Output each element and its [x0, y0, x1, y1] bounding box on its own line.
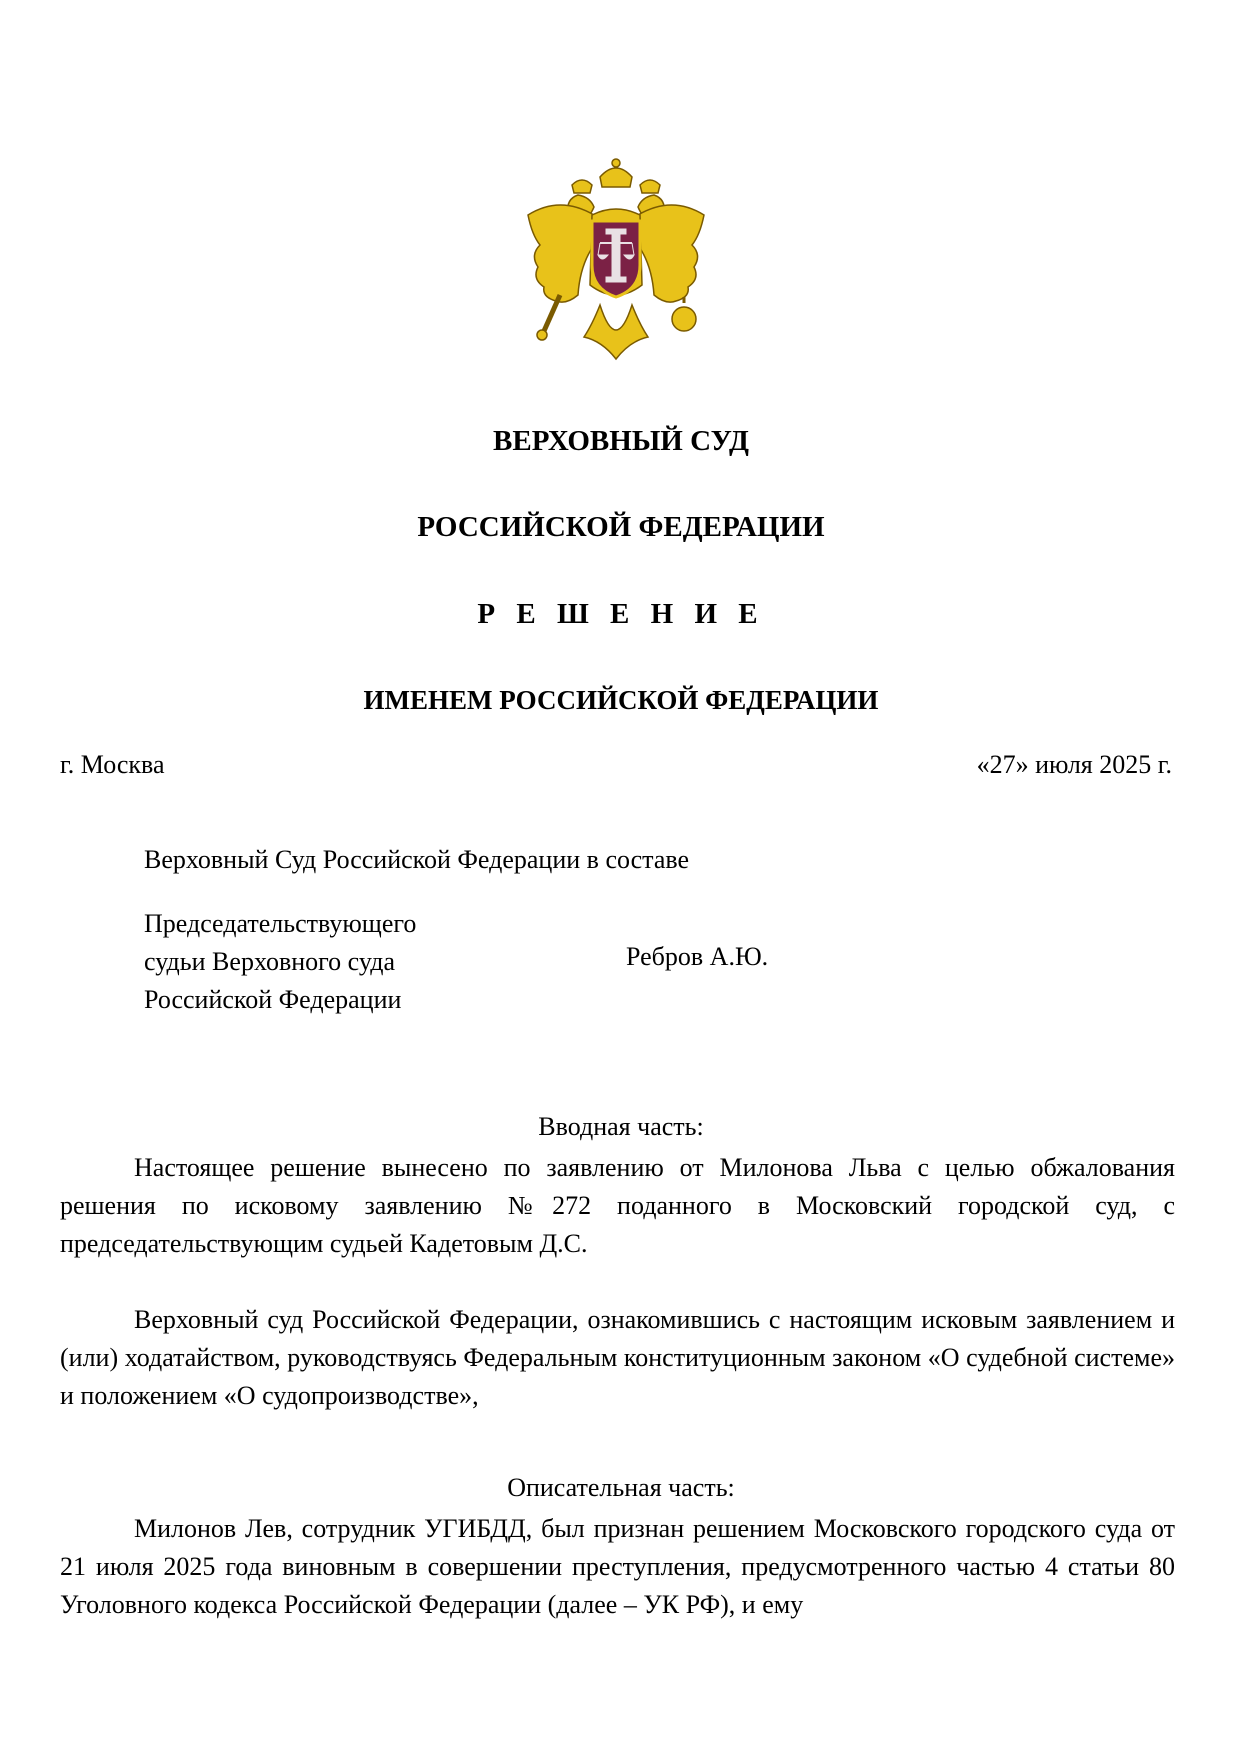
intro-section-heading: Вводная часть: [538, 1112, 704, 1141]
intro-paragraph: Настоящее решение вынесено по заявлению от Милонова Льва с целью обжалования решения по исковому заявлению №272 поданного в Московский городской суд, с председательствующим судьей Кадетовым Д.С. [60, 1153, 1175, 1258]
intro-paragraph: Верховный суд Российской Федерации, ознакомившись с настоящим исковым заявлением и (или) ходатайством, руководствуясь Федеральным конституционным законом «О судебной системе» и положением «О судопроизводстве», [60, 1305, 1175, 1410]
in-name-of-federation: ИМЕНЕМ РОССИЙСКОЙ ФЕДЕРАЦИИ [363, 685, 879, 715]
court-name-line1: ВЕРХОВНЫЙ СУД [493, 425, 749, 457]
decision-date: «27» июля 2025 г. [976, 750, 1172, 779]
judge-role [144, 905, 416, 1019]
double-headed-eagle-emblem-icon [520, 155, 712, 365]
document-type-title: Р Е Ш Е Н И Е [477, 598, 765, 630]
court-name-line2: РОССИЙСКОЙ ФЕДЕРАЦИИ [417, 511, 825, 543]
judge-name: Ребров А.Ю. [626, 942, 769, 971]
judge-role-line: судьи Верховного суда [144, 947, 395, 976]
judge-role-line: Председательствующего [144, 909, 417, 938]
composition-intro: Верховный Суд Российской Федерации в составе [144, 845, 690, 874]
judge-role-line: Российской Федерации [144, 985, 402, 1014]
city: г. Москва [60, 750, 165, 779]
descriptive-section-heading: Описательная часть: [507, 1473, 735, 1502]
descriptive-paragraph: Милонов Лев, сотрудник УГИБДД, был признан решением Московского городского суда от 21 июля 2025 года виновным в совершении преступления, предусмотренного частью 4 статьи 80 Уголовного кодекса Российской Федерации (далее – УК РФ), и ему [60, 1514, 1175, 1619]
